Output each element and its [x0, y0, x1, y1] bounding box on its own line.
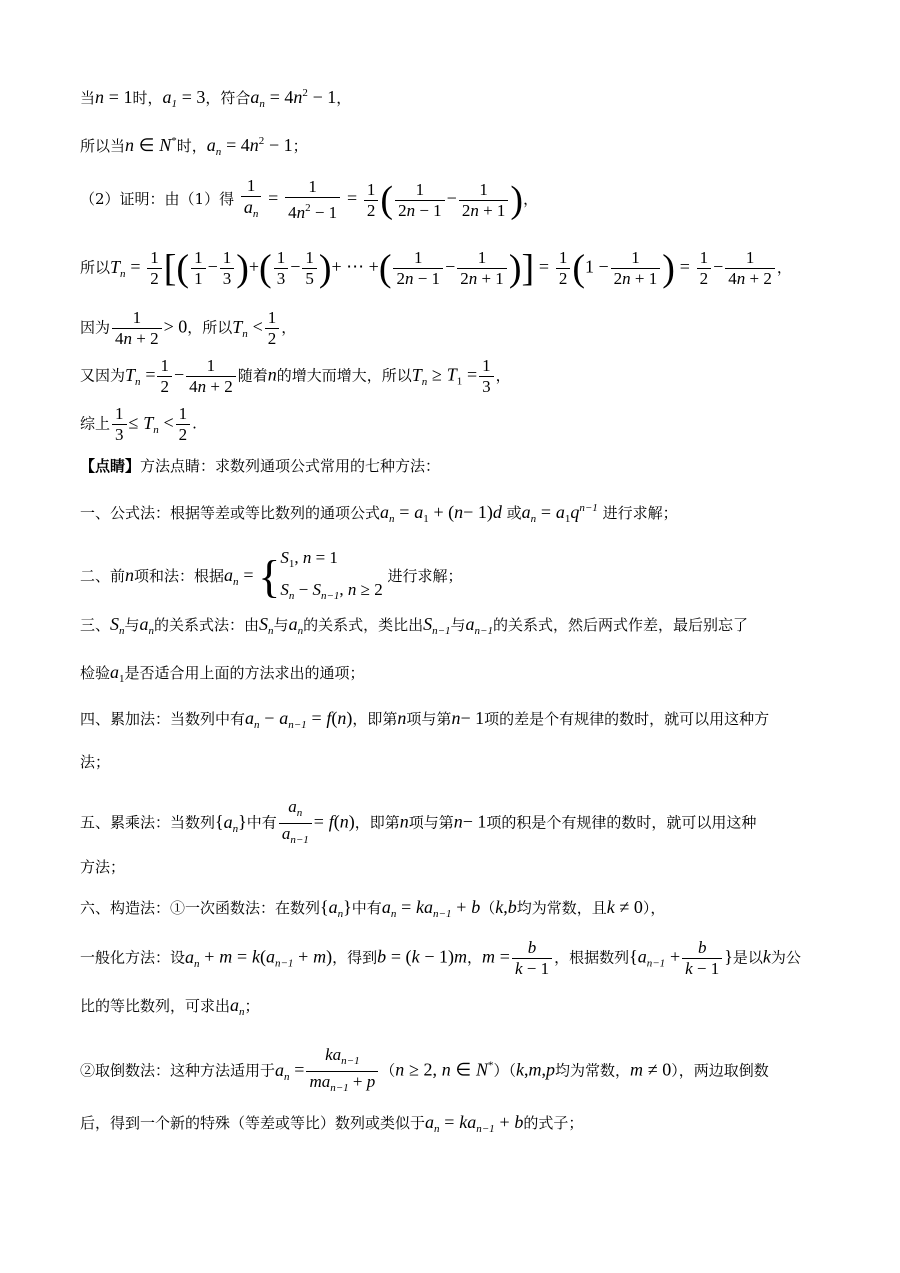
- text-line-1: 当n = 1时，$a_1 = 3$，符合$a_n = 4n^2 - 1$，: [80, 87, 352, 110]
- method-5-cont: 方法；: [80, 858, 126, 876]
- method-5: 五、累乘法：当数列$\{a_n\}$中有 $\frac{a_n}{a_{n-1}}$ = f(n)，即第n项与第n− 1项的积是个有规律的数时，就可以用这种: [80, 797, 757, 846]
- text-line-4: 所以$T_n$ = $\frac{1}{2}$ [( $\frac{1}{1}$ − $\frac{1}{3}$ )+( $\frac{1}{3}$ − $\frac{1}{5}$ )+ ⋯ +( $\frac{1}{2n - 1}$ − $\frac{1}{2n + 1}$ )] = $\frac{1}{2}$ (1 − $\frac{1}{2n + 1}$ ) = $\frac{1}{2}$ − $\frac{1}{4n + 2}$ ，: [80, 247, 792, 290]
- method-2: 二、前n项和法：根据$a_n$ = { $S_1$, n = 1 $S_n - S_{n-1}$, n ≥ 2 进行求解；: [80, 548, 463, 602]
- text-line-7: 综上 $\frac{1}{3}$ ≤ $T_n$ < $\frac{1}{2}$ .: [80, 404, 197, 444]
- method-1: 一、公式法：根据等差或等比数列的通项公式$a_n = a_1 + (n- 1)d$ 或$a_n = a_1q^{n-1}$ 进行求解；: [80, 502, 678, 525]
- text-line-3: （2）证明：由（1）得 $\frac{1}{a_n}$ = $\frac{1}{4n^2 - 1}$ = $\frac{1}{2}$ ( $\frac{1}{2n - 1}$ − $\frac{1}{2n + 1}$ )，: [80, 176, 539, 222]
- method-3-cont: 检验$a_1$是否适合用上面的方法求出的通项；: [80, 662, 365, 685]
- text-line-5: 因为 $\frac{1}{4n + 2}$ > 0，所以$T_n$ < $\frac{1}{2}$ ，: [80, 308, 297, 348]
- tip-heading: 【点睛】方法点睛：求数列通项公式常用的七种方法：: [80, 457, 441, 475]
- method-4-cont: 法；: [80, 753, 111, 771]
- method-6: 六、构造法：①一次函数法：在数列$\{a_n\}$中有$a_n = ka_{n-1} + b(k,b$均为常数，且k ≠ 0），: [80, 897, 666, 920]
- method-7-cont: 后，得到一个新的特殊（等差或等比）数列或类似于$a_n = ka_{n-1} + b$的式子；: [80, 1112, 584, 1135]
- method-6-general: 一般化方法：设$a_n + m = k(a_{n-1} + m)$，得到b = (k − 1)m，m = $\frac{b}{k - 1}$ ，根据数列{$a_{n-1}$ + $\frac{b}{k - 1}$ }是以k为公: [80, 938, 801, 978]
- text-line-6: 又因为$T_n$ = $\frac{1}{2}$ − $\frac{1}{4n + 2}$ 随着n的增大而增大，所以$T_n \ge T_1$ = $\frac{1}{3}$ ，: [80, 356, 511, 396]
- method-7: ②取倒数法：这种方法适用于$a_n$ = $\frac{ka_{n-1}}{ma_{n-1} + p}$ （n ≥ 2, n ∈ N*）（k,m,p均为常数，m ≠ 0），两边取倒数: [80, 1045, 769, 1094]
- text-line-2: 所以当n ∈ N*时，$a_n = 4n^2 - 1$；: [80, 135, 308, 158]
- method-4: 四、累加法：当数列中有$a_n - a_{n-1} = f(n)$，即第n项与第n− 1项的差是个有规律的数时，就可以用这种方: [80, 708, 770, 731]
- method-3: 三、$S_n$与$a_n$的关系式法：由$S_n$与$a_n$的关系式，类比出$S_{n-1}$与$a_{n-1}$的关系式，然后两式作差，最后别忘了: [80, 614, 748, 637]
- method-6-cont: 比的等比数列，可求出$a_n$；: [80, 995, 260, 1018]
